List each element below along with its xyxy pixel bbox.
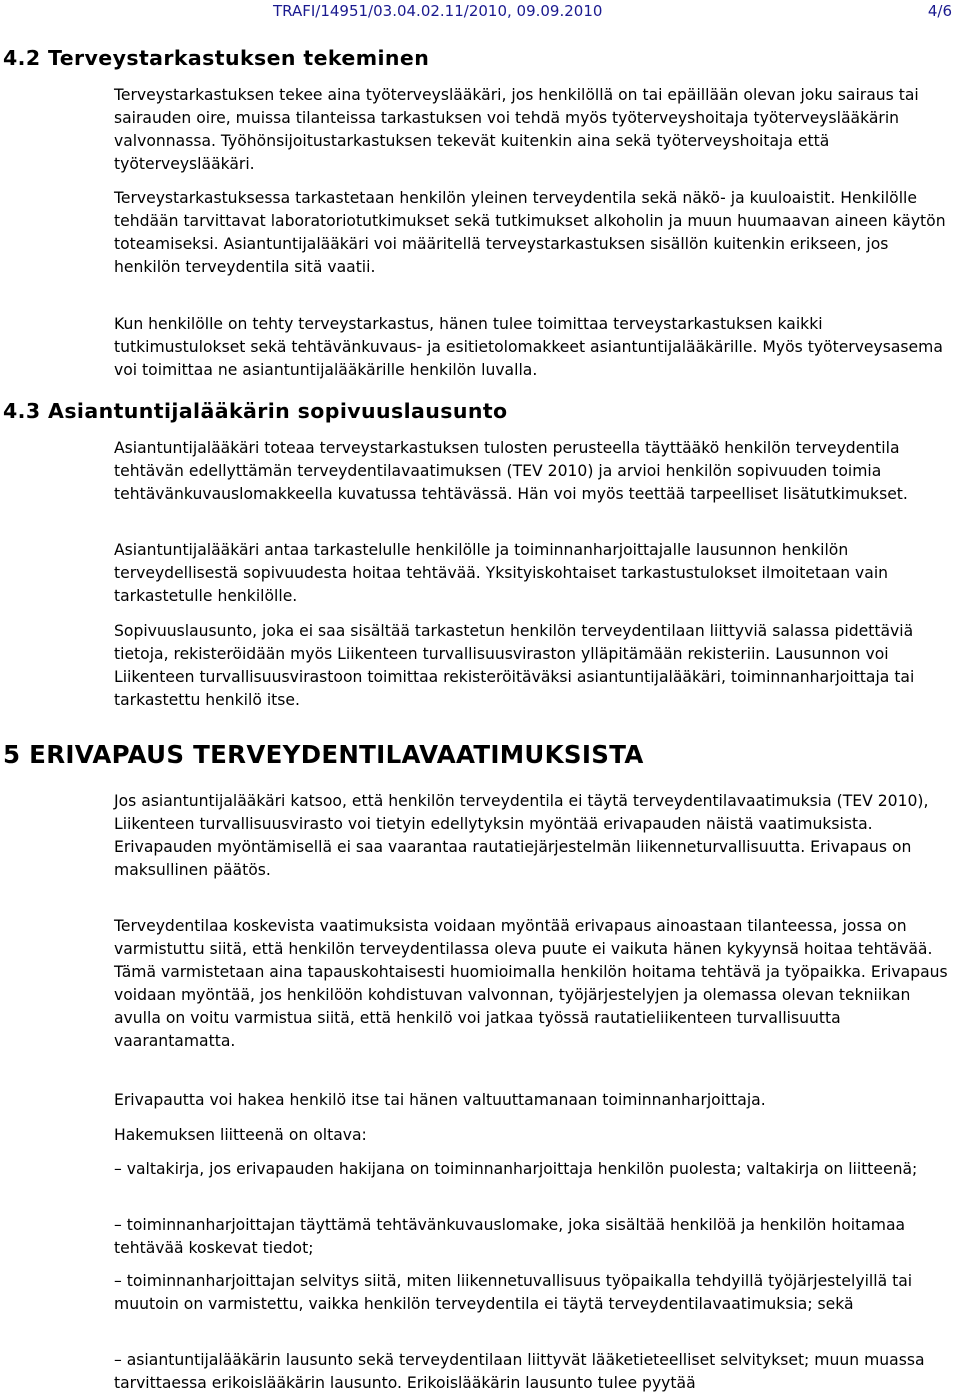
section-5-paragraph-1: Jos asiantuntijalääkäri katsoo, että henkilön terveydentila ei täytä terveydentilavaatimuksia (TEV 2010), Liikenteen turvallisuusvirasto voi tietyin edellytyksin myöntää erivapauden näistä vaatimuksista. Erivapauden myöntämisellä ei saa vaarantaa rautatiejärjestelmän liikenneturvallisuutta. Erivapaus on maksullinen päätös. (114, 792, 929, 879)
section-4-3-heading: 4.3 Asiantuntijalääkärin sopivuuslausunto (3, 399, 508, 423)
section-4-3-paragraph-3: Sopivuuslausunto, joka ei saa sisältää tarkastetun henkilön terveydentilaan liittyviä salassa pidettäviä tietoja, rekisteröidään myös Liikenteen turvallisuusviraston ylläpitämään rekisteriin. Lausunnon voi Liikenteen turvallisuusvirastoon toimittaa rekisteröitäväksi asiantuntijalääkäri, toiminnanharjoittaja tai tarkastettu henkilö itse. (114, 622, 915, 709)
attachment-item-work-arrangements: – toiminnanharjoittajan selvitys siitä, miten liikennetuvallisuus työpaikalla tehdyillä työjärjestelyillä tai muutoin on varmistettu, vaikka henkilön terveydentila ei täytä terveydentilavaatimuksia; sekä (114, 1272, 913, 1313)
attachment-item-power-of-attorney: – valtakirja, jos erivapauden hakijana on toiminnanharjoittaja henkilön puolesta; valtakirja on liitteenä; (114, 1160, 918, 1178)
page-number: 4/6 (927, 2, 952, 20)
section-5-paragraph-3: Erivapautta voi hakea henkilö itse tai hänen valtuuttamanaan toiminnanharjoittaja. (114, 1091, 766, 1109)
section-4-3-paragraph-2: Asiantuntijalääkäri antaa tarkastelulle henkilölle ja toiminnanharjoittajalle lausunnon henkilön terveydellisestä sopivuudesta hoitaa tehtävää. Yksityiskohtaiset tarkastustulokset ilmoitetaan vain tarkastetulle henkilölle. (114, 541, 889, 605)
section-4-3-paragraph-1: Asiantuntijalääkäri toteaa terveystarkastuksen tulosten perusteella täyttääkö henkilön terveydentila tehtävän edellyttämän terveydentilavaatimuksen (TEV 2010) ja arvioi henkilön sopivuuden toimia tehtävänkuvauslomakkeella kuvatussa tehtävässä. Hän voi myös teettää tarpeelliset lisätutkimukset. (114, 439, 908, 503)
section-4-2-paragraph-1: Terveystarkastuksen tekee aina työterveyslääkäri, jos henkilöllä on tai epäillään olevan joku sairaus tai sairauden oire, muissa tilanteissa tarkastuksen voi tehdä myös työterveyshoitaja työterveyslääkärin valvonnassa. Työhönsijoitustarkastuksen tekevät kuitenkin aina sekä työterveyshoitaja että työterveyslääkäri. (114, 86, 919, 173)
attachments-intro: Hakemuksen liitteenä on oltava: (114, 1126, 367, 1144)
section-4-2-paragraph-3: Kun henkilölle on tehty terveystarkastus, hänen tulee toimittaa terveystarkastuksen kaikki tutkimustulokset sekä tehtävänkuvaus- ja esitietolomakkeet asiantuntijalääkärille. Myös työterveysasema voi toimittaa ne asiantuntijalääkärille henkilön luvalla. (114, 315, 943, 379)
attachment-item-task-description: – toiminnanharjoittajan täyttämä tehtävänkuvauslomake, joka sisältää henkilöä ja henkilön hoitamaa tehtävää koskevat tiedot; (114, 1216, 906, 1257)
section-4-2-paragraph-2: Terveystarkastuksessa tarkastetaan henkilön yleinen terveydentila sekä näkö- ja kuuloaistit. Henkilölle tehdään tarvittavat laboratoriotutkimukset sekä tutkimukset alkoholin ja muun huumaavan aineen käytön toteamiseksi. Asiantuntijalääkäri voi määritellä terveystarkastuksen sisällön kuitenkin erikseen, jos henkilön terveydentila sitä vaatii. (114, 189, 946, 276)
document-reference: TRAFI/14951/03.04.02.11/2010, 09.09.2010 (273, 2, 603, 20)
section-4-2-heading: 4.2 Terveystarkastuksen tekeminen (3, 46, 430, 70)
section-5-paragraph-2: Terveydentilaa koskevista vaatimuksista voidaan myöntää erivapaus ainoastaan tilanteessa, jossa on varmistuttu siitä, että henkilön terveydentilassa oleva puute ei vaikuta hänen kykyynsä hoitaa tehtävää. Tämä varmistetaan aina tapauskohtaisesti huomioimalla henkilön hoitama tehtävä ja työpaikka. Erivapaus voidaan myöntää, jos henkilöön kohdistuvan valvonnan, työjärjestelyjen ja olemassa olevan tekniikan avulla on voitu varmistua siitä, että henkilö voi jatkaa työssä rautatieliikenteen turvallisuutta vaarantamatta. (114, 917, 948, 1050)
page-header (0, 2, 960, 22)
section-5-heading: 5 ERIVAPAUS TERVEYDENTILAVAATIMUKSISTA (3, 740, 644, 769)
attachment-item-medical-statement: – asiantuntijalääkärin lausunto sekä terveydentilaan liittyvät lääketieteelliset selvitykset; muun muassa tarvittaessa erikoislääkärin lausunto. Erikoislääkärin lausunto tulee pyytää (114, 1351, 925, 1392)
